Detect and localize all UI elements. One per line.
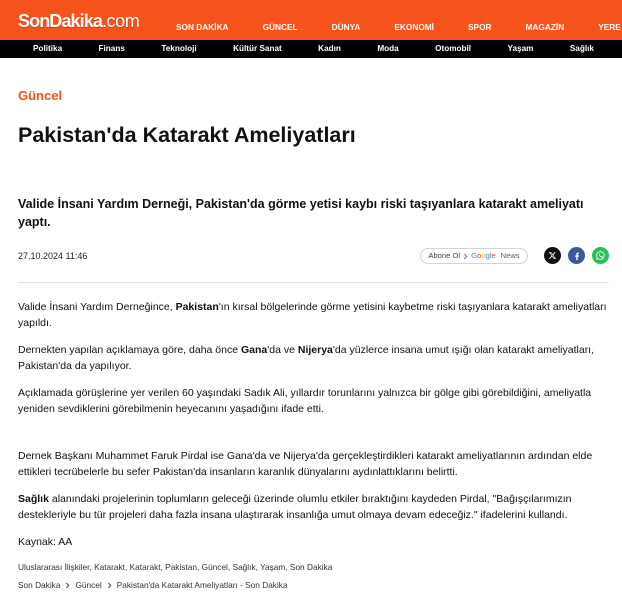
google-news-label: News [500, 251, 520, 260]
divider [18, 282, 609, 283]
nav-item-guncel[interactable]: GÜNCEL [262, 22, 298, 32]
nav-item-ekonomi[interactable]: EKONOMİ [394, 22, 434, 32]
google-letter: o [481, 251, 486, 260]
subnav-item-politika[interactable]: Politika [33, 44, 63, 53]
main-nav [176, 21, 622, 33]
share-facebook-button[interactable] [568, 247, 585, 264]
tag-link[interactable]: Sağlık [232, 562, 256, 572]
share-whatsapp-button[interactable] [592, 247, 609, 264]
nav-item-spor[interactable]: SPOR [468, 22, 492, 32]
article-summary: Valide İnsani Yardım Derneği, Pakistan'da görme yetisi kaybı riski taşıyanlara katarakt ameliyatı yaptı. [18, 197, 584, 229]
google-letter: e [491, 251, 496, 260]
share-x-button[interactable] [544, 247, 561, 264]
logo-main-text: SonDakika [18, 11, 102, 31]
subnav-item-otomobil[interactable]: Otomobil [435, 44, 472, 53]
paragraph [18, 448, 609, 480]
tag-separator: , [255, 562, 261, 572]
subnav-item-saglik[interactable]: Sağlık [569, 44, 594, 53]
breadcrumb [18, 579, 609, 591]
site-header [0, 0, 622, 58]
google-news-follow-button[interactable] [420, 248, 528, 264]
paragraph-text: 'da ve [267, 344, 298, 356]
site-logo[interactable] [18, 9, 139, 33]
tag-separator: , [227, 562, 233, 572]
facebook-icon[interactable] [572, 251, 582, 261]
top-bar [0, 0, 622, 40]
x-icon[interactable] [548, 251, 557, 260]
paragraph [18, 299, 609, 331]
share-buttons [544, 247, 609, 264]
article-body [18, 299, 609, 550]
publish-date: 27.10.2024 11:46 [18, 251, 88, 261]
breadcrumb-item[interactable]: Son Dakika [18, 580, 61, 590]
breadcrumb-item[interactable]: Güncel [75, 580, 102, 590]
tag-separator: , [125, 562, 130, 572]
chevron-right-icon [463, 253, 468, 260]
tag-link[interactable]: Güncel [201, 562, 228, 572]
paragraph-text: 'da yüzlerce insana umut ışığı olan katarakt ameliyatları, Pakistan'da da yapılıyor. [18, 344, 595, 372]
nav-item-dunya[interactable]: DÜNYA [331, 22, 361, 32]
google-letter: l [489, 251, 492, 260]
tag-link[interactable]: Son Dakika [289, 562, 333, 572]
category-label[interactable]: Güncel [18, 88, 63, 103]
subnav-item-kadin[interactable]: Kadın [318, 44, 341, 53]
source-label: Kaynak: AA [18, 536, 73, 548]
article [0, 88, 622, 591]
paragraph-text: 'ın kırsal bölgelerinde görme yetisini kaybetme riski taşıyanlara katarakt ameliyatları yapıldı. [18, 301, 607, 329]
subnav-item-kultur-sanat[interactable]: Kültür Sanat [233, 44, 282, 53]
tag-separator: , [89, 562, 95, 572]
article-title: Pakistan'da Katarakt Ameliyatları [18, 123, 356, 147]
chevron-right-icon [107, 582, 112, 589]
breadcrumb-item[interactable]: Pakistan'da Katarakt Ameliyatları - Son Dakika [116, 580, 288, 590]
tag-list [18, 561, 609, 573]
chevron-right-icon [65, 582, 70, 589]
google-logo [471, 251, 496, 261]
paragraph [18, 491, 609, 523]
google-letter: G [471, 251, 477, 260]
follow-label: Abone Ol [428, 251, 461, 260]
tag-link[interactable]: Yaşam [260, 562, 286, 572]
tag-link[interactable]: Katarakt [94, 562, 125, 572]
paragraph-text: Açıklamada görüşlerine yer verilen 60 yaşındaki Sadık Ali, yıllardır torunlarını yalnızca bir gölge gibi görebildiğini, ameliyatla yeniden sevdiklerini görebilmenin heyecanını yaşadığını ifade etti. [18, 387, 592, 415]
subnav-item-moda[interactable]: Moda [377, 44, 399, 53]
ad-slot [18, 428, 609, 448]
tag-separator: , [160, 562, 166, 572]
nav-item-magazin[interactable]: MAGAZİN [525, 22, 565, 32]
tag-separator: , [285, 562, 290, 572]
tag-link[interactable]: Katarakt [129, 562, 161, 572]
paragraph-text: alanındaki projelerinin toplumların geleceği üzerinde olumlu etkiler bıraktığını kaydeden Pirdal, "Bağışçılarımızın destekleriyle bu tür projeleri daha fazla insana ulaştırarak insanlığa umut olmaya devam edeceğiz." ifadelerini kullandı. [18, 493, 572, 521]
article-meta [18, 246, 609, 266]
subnav-item-yasam[interactable]: Yaşam [507, 44, 534, 53]
keyword-link[interactable]: Pakistan [175, 301, 219, 313]
logo-suffix-text: .com [101, 11, 140, 31]
tag-link[interactable]: Uluslararası İlişkiler [18, 562, 90, 572]
keyword-link[interactable]: Gana [240, 344, 268, 356]
subnav-item-finans[interactable]: Finans [98, 44, 125, 53]
paragraph [18, 342, 609, 374]
paragraph-text: Dernek Başkanı Muhammet Faruk Pirdal ise Gana'da ve Nijerya'da gerçekleştirdikleri katarakt ameliyatlarının ardından elde ettikleri tecrübelerle bu sefer Pakistan'da insanların karanlık dünyalarını aydınlattıklarını belirtti. [18, 450, 593, 478]
nav-item-son-dakika[interactable]: SON DAKİKA [176, 22, 229, 32]
paragraph [18, 385, 609, 417]
google-letter: o [476, 251, 482, 260]
nav-item-yerel[interactable]: YERE [598, 22, 621, 32]
paragraph-text: Valide İnsani Yardım Derneğince, [18, 301, 176, 313]
category-nav [0, 40, 622, 58]
subnav-item-teknoloji[interactable]: Teknoloji [161, 44, 197, 53]
paragraph-text: Dernekten yapılan açıklamaya göre, daha önce [18, 344, 241, 356]
keyword-link[interactable]: Nijerya [297, 344, 333, 356]
tag-link[interactable]: Pakistan [165, 562, 197, 572]
tag-separator: , [196, 562, 202, 572]
whatsapp-icon[interactable] [595, 250, 606, 261]
keyword-link[interactable]: Sağlık [18, 493, 49, 505]
google-letter: g [485, 251, 490, 260]
